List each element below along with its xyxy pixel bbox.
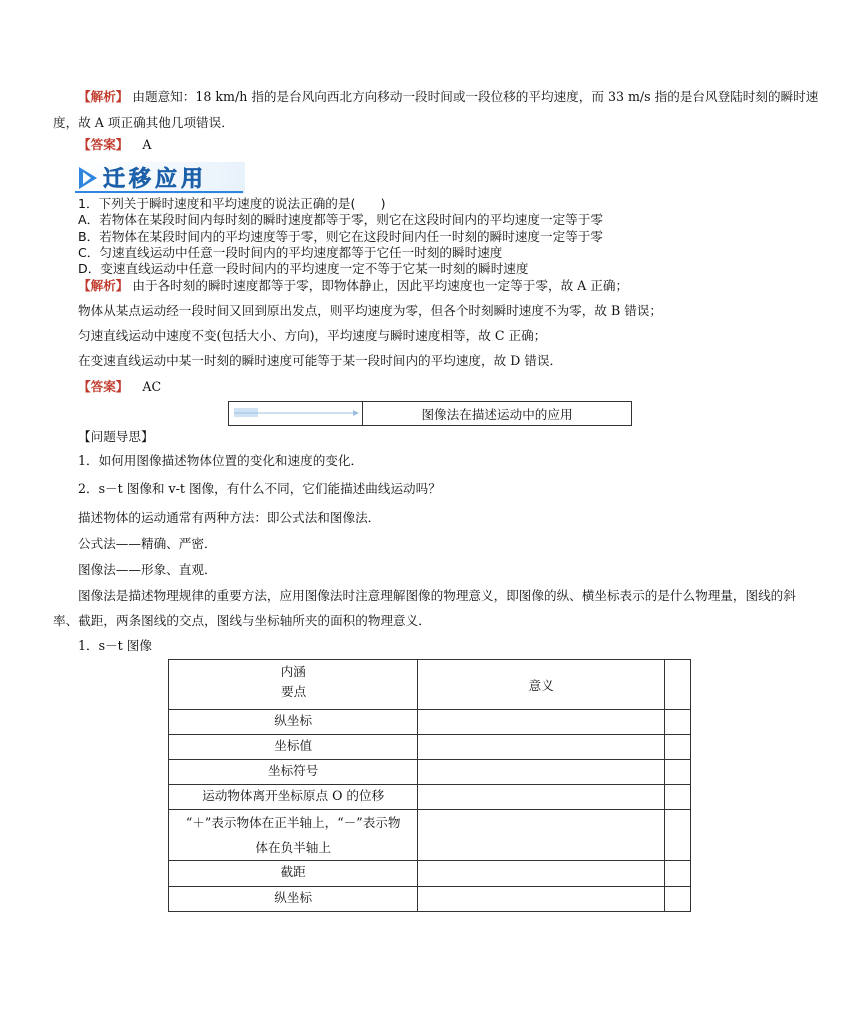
- banner-graphic: [75, 162, 245, 194]
- cell-line-1: “＋”表示物体在正半轴上，“－”表示物: [185, 815, 401, 830]
- analysis-2-line-1: [78, 277, 628, 295]
- option-a: A．若物体在某段时间内每时刻的瞬时速度都等于零，则它在这段时间内的平均速度一定等于零: [78, 212, 603, 227]
- analysis-2-line-2: 物体从某点运动经一段时间又回到原出发点，则平均速度为零，但各个时刻瞬时速度不为零，故 B 错误；: [78, 303, 662, 318]
- analysis-2-line-4: 在变速直线运动中某一时刻的瞬时速度可能等于某一段时间内的平均速度，故 D 错误．: [78, 353, 563, 368]
- guide-heading: 【问题导思】: [78, 429, 154, 444]
- section-banner: [75, 162, 245, 194]
- section-title-decoration: [229, 402, 363, 425]
- table-cell: 坐标值: [169, 735, 418, 760]
- body-paragraph-2: 公式法——精确、严密．: [78, 536, 217, 551]
- table-cell: [665, 735, 691, 760]
- table-row: [169, 760, 691, 785]
- header-line-1: 内涵: [280, 664, 306, 679]
- option-d: D．变速直线运动中任意一段时间内的平均速度一定不等于它某一时刻的瞬时速度: [78, 261, 529, 276]
- table-cell: [665, 861, 691, 887]
- body-paragraph-3: 图像法——形象、直观．: [78, 562, 217, 577]
- body-paragraph-4-line-1: 图像法是描述物理规律的重要方法，应用图像法时注意理解图像的物理意义，即图像的纵、横坐标表示的是什么物理量，图线的斜: [78, 588, 796, 603]
- table-cell: [169, 810, 418, 861]
- table-cell: 运动物体离开坐标原点 O 的位移: [169, 785, 418, 810]
- table-cell: 坐标符号: [169, 760, 418, 785]
- table-row: [169, 710, 691, 735]
- table-header-cell: 意义: [418, 660, 665, 710]
- table-row: [169, 785, 691, 810]
- table-cell: [418, 861, 665, 887]
- table-cell: [665, 887, 691, 912]
- table-header-row: [169, 660, 691, 710]
- table-row: [169, 861, 691, 887]
- table-row: [169, 810, 691, 861]
- guide-question-2: 2．s－t 图像和 v-t 图像，有什么不同，它们能描述曲线运动吗？: [78, 481, 441, 496]
- body-paragraph-4-line-2: 率、截距，两条图线的交点，图线与坐标轴所夹的面积的物理意义．: [53, 613, 431, 628]
- cell-line-2: 体在负半轴上: [255, 840, 331, 855]
- table-header-cell: [169, 660, 418, 710]
- st-graph-table: [168, 659, 691, 912]
- analysis-text: 由题意知：18 km/h 指的是台风向西北方向移动一段时间或一段位移的平均速度，而 33 m/s 指的是台风登陆时刻的瞬时速: [132, 89, 819, 104]
- analysis-1-line-1: [78, 88, 818, 106]
- table-cell: [665, 810, 691, 861]
- table-cell: [418, 710, 665, 735]
- st-graph-heading: 1．s－t 图像: [78, 638, 152, 653]
- table-row: [169, 735, 691, 760]
- header-line-2: 要点: [281, 684, 307, 699]
- table-cell: [665, 760, 691, 785]
- answer-tag: 【答案】: [78, 137, 129, 152]
- section-title: 图像法在描述运动中的应用: [421, 407, 573, 422]
- table-cell: [418, 810, 665, 861]
- table-cell: [418, 735, 665, 760]
- section-title-box: [228, 401, 632, 426]
- table-cell: [418, 785, 665, 810]
- answer-1: [78, 136, 152, 154]
- question-stem: 1．下列关于瞬时速度和平均速度的说法正确的是( ): [78, 196, 386, 211]
- analysis-tag: 【解析】: [78, 278, 129, 293]
- table-cell: [418, 887, 665, 912]
- table-cell: [418, 760, 665, 785]
- answer-value: A: [142, 137, 152, 152]
- answer-value: AC: [142, 379, 162, 394]
- banner-text: 迁移应用: [103, 167, 208, 192]
- option-b: B．若物体在某段时间内的平均速度等于零，则它在这段时间内任一时刻的瞬时速度一定等于零: [78, 229, 603, 244]
- analysis-tag: 【解析】: [78, 89, 129, 104]
- analysis-text: 由于各时刻的瞬时速度都等于零，即物体静止，因此平均速度也一定等于零，故 A 正确；: [132, 278, 629, 293]
- option-c: C．匀速直线运动中任意一段时间内的平均速度都等于它任一时刻的瞬时速度: [78, 245, 503, 260]
- table-cell: [665, 660, 691, 710]
- table-cell: 截距: [169, 861, 418, 887]
- table-cell: 纵坐标: [169, 710, 418, 735]
- table-cell: [665, 785, 691, 810]
- answer-2: [78, 378, 161, 396]
- arrow-line-icon: [229, 402, 362, 425]
- answer-tag: 【答案】: [78, 379, 129, 394]
- table-cell: [665, 710, 691, 735]
- body-paragraph-1: 描述物体的运动通常有两种方法：即公式法和图像法．: [78, 510, 381, 525]
- guide-question-1: 1．如何用图像描述物体位置的变化和速度的变化．: [78, 453, 364, 468]
- analysis-1-line-2: 度，故 A 项正确其他几项错误．: [53, 115, 234, 130]
- table-row: [169, 887, 691, 912]
- table-cell: 纵坐标: [169, 887, 418, 912]
- analysis-2-line-3: 匀速直线运动中速度不变(包括大小、方向)，平均速度与瞬时速度相等，故 C 正确；: [78, 328, 547, 343]
